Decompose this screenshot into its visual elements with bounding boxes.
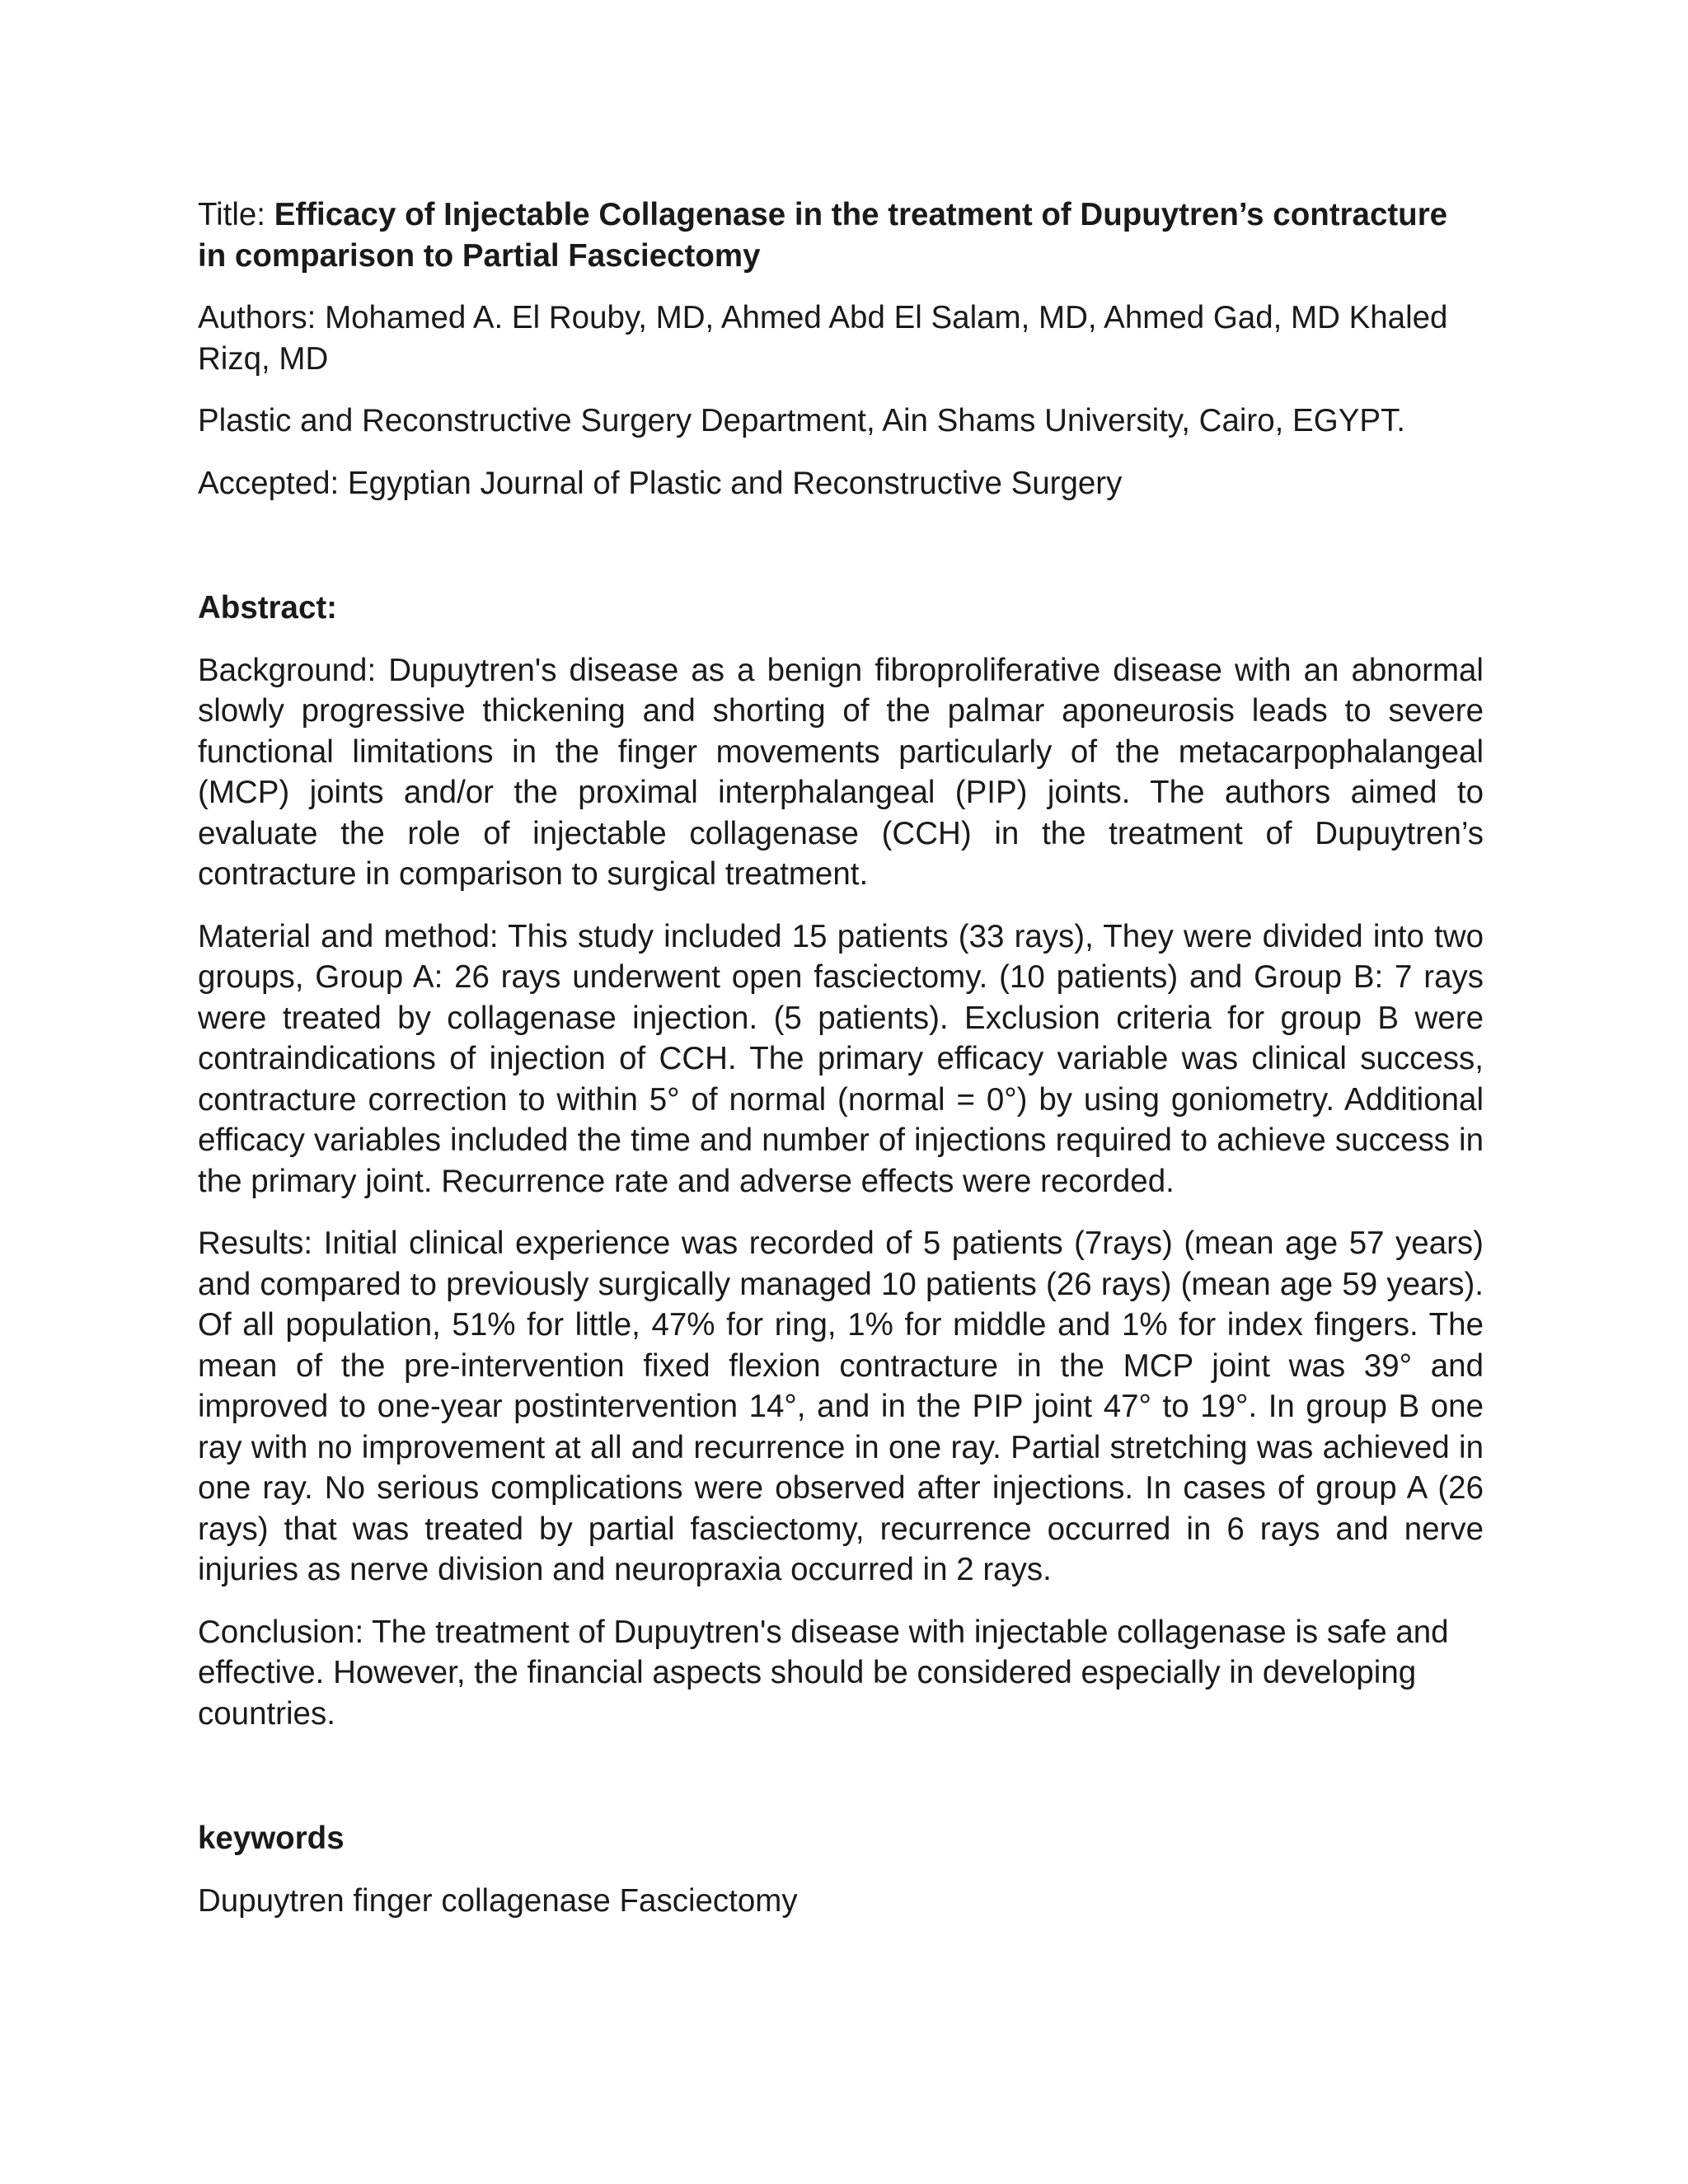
abstract-methods: Material and method: This study included 15 patients (33 rays), They were divided into two groups, Group A: 26 rays underwent open fasciectomy. (10 patients) and Group B: 7 rays were treated by collagenase injection. (5 patients). Exclusion criteria for group B were contraindications of injection of CCH. The primary efficacy variable was clinical success, contracture correction to within 5° of normal (normal = 0°) by using goniometry. Additional efficacy variables included the time and number of injections required to achieve success in the primary joint. Recurrence rate and adverse effects were recorded. (198, 918, 1484, 1199)
section-spacer (198, 525, 1484, 588)
abstract-results: Results: Initial clinical experience was recorded of 5 patients (7rays) (mean age 57 years) and compared to previously surgically managed 10 patients (26 rays) (mean age 59 years). Of all population, 51% for little, 47% for ring, 1% for middle and 1% for index fingers. The mean of the pre-intervention fixed flexion contracture in the MCP joint was 39° and improved to one-year postintervention 14°, and in the PIP joint 47° to 19°. In group B one ray with no improvement at all and recurrence in one ray. Partial stretching was achieved in one ray. No serious complications were observed after injections. In cases of group A (26 rays) that was treated by partial fasciectomy, recurrence occurred in 6 rays and nerve injuries as nerve division and neuropraxia occurred in 2 rays. (198, 1226, 1484, 1587)
accepted-line: Accepted: Egyptian Journal of Plastic and Reconstructive Surgery (198, 465, 1123, 501)
title-label: Title: (198, 197, 274, 232)
paper-page (198, 194, 1484, 1943)
abstract-background: Background: Dupuytren's disease as a benign fibroproliferative disease with an abnormal slowly progressive thickening and shorting of the palmar aponeurosis leads to severe functional limitations in the finger movements particularly of the metacarpophalangeal (MCP) joints and/or the proximal interphalangeal (PIP) joints. The authors aimed to evaluate the role of injectable collagenase (CCH) in the treatment of Dupuytren’s contracture in comparison to surgical treatment. (198, 652, 1484, 892)
authors-line: Authors: Mohamed A. El Rouby, MD, Ahmed Abd El Salam, MD, Ahmed Gad, MD Khaled Rizq, MD (198, 300, 1448, 377)
abstract-heading: Abstract: (198, 590, 338, 626)
keywords-text: Dupuytren finger collagenase Fasciectomy (198, 1882, 798, 1919)
affiliation-line: Plastic and Reconstructive Surgery Department, Ain Shams University, Cairo, EGYPT. (198, 403, 1405, 438)
abstract-conclusion: Conclusion: The treatment of Dupuytren's disease with injectable collagenase is safe and effective. However, the financial aspects should be considered especially in developing countries. (198, 1614, 1449, 1732)
section-spacer (198, 1755, 1484, 1818)
keywords-heading: keywords (198, 1821, 345, 1856)
title-text: Efficacy of Injectable Collagenase in the treatment of Dupuytren’s contracture in comparison to Partial Fasciectomy (198, 197, 1448, 274)
paper-title (198, 194, 1484, 276)
